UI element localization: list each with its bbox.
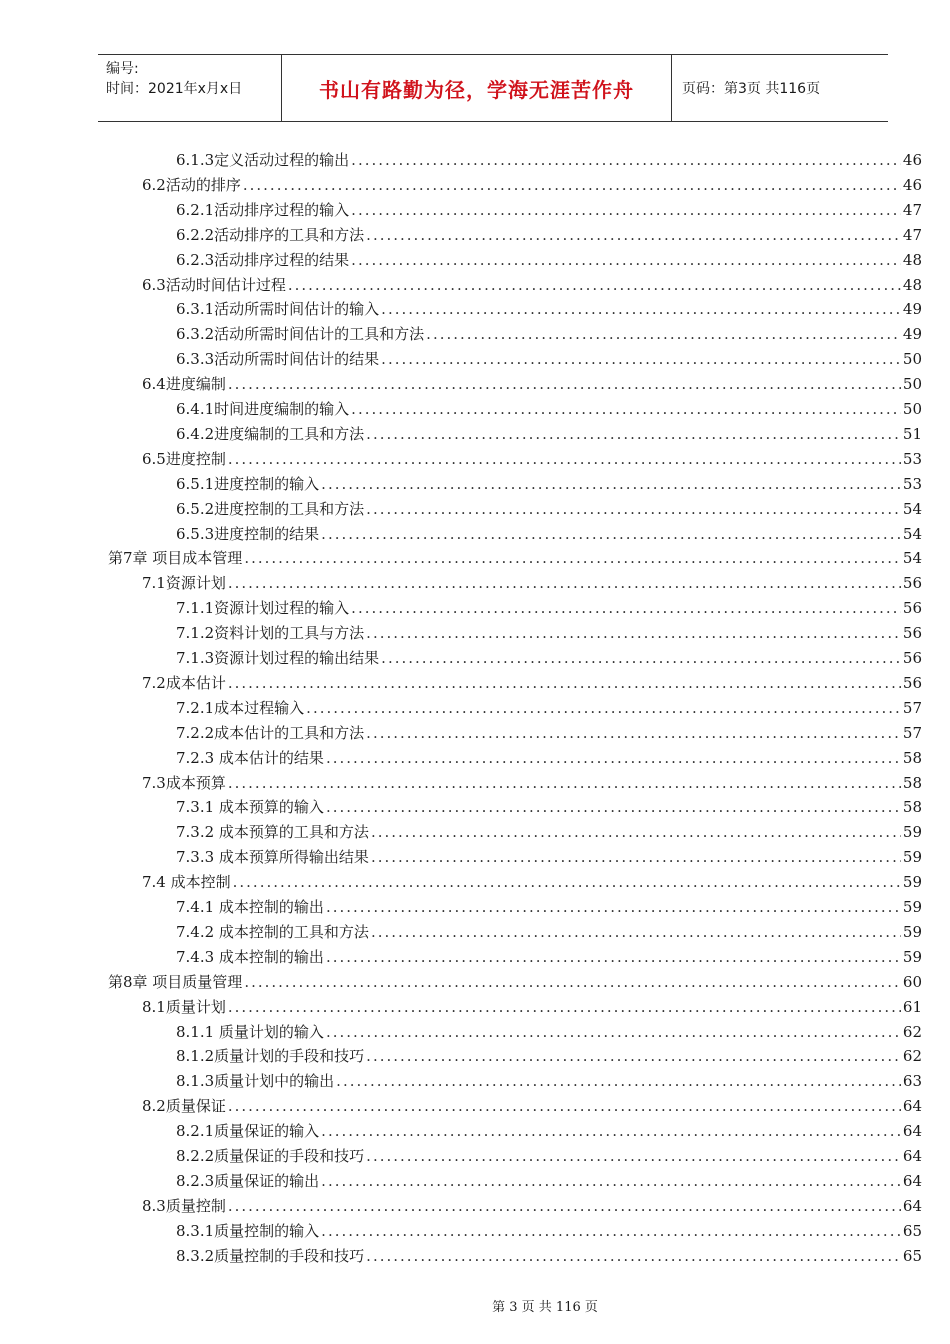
toc-leader-dots: [371, 920, 901, 945]
toc-leader-dots: [326, 746, 901, 771]
toc-entry-page: 56: [902, 574, 922, 593]
toc-entry-label: 第7章 项目成本管理: [108, 549, 243, 568]
toc-leader-dots: [228, 1094, 901, 1119]
toc-entry-page: 51: [902, 424, 922, 443]
toc-entry-label: 8.1质量计划: [142, 997, 226, 1016]
toc-entry-label: 6.2.2活动排序的工具和方法: [176, 225, 365, 244]
toc-leader-dots: [371, 845, 901, 870]
toc-entry-page: 64: [902, 1122, 922, 1141]
toc-entry-label: 6.5.3进度控制的结果: [176, 524, 320, 543]
toc-entry[interactable]: [176, 397, 922, 422]
toc-entry-label: 6.4.2进度编制的工具和方法: [176, 424, 365, 443]
header-page-info: 页码：第3页 共116页: [682, 81, 821, 97]
toc-entry-label: 7.1.1资源计划过程的输入: [176, 599, 350, 618]
toc-leader-dots: [233, 870, 901, 895]
toc-entry-page: 65: [902, 1221, 922, 1240]
toc-entry-page: 56: [902, 599, 922, 618]
toc-leader-dots: [371, 820, 901, 845]
toc-entry-label: 7.4 成本控制: [142, 873, 231, 892]
toc-entry-page: 64: [902, 1196, 922, 1215]
toc-entry-label: 8.3质量控制: [142, 1196, 226, 1215]
page-footer: 第 3 页 共 116 页: [492, 1300, 598, 1315]
toc-entry-page: 59: [902, 922, 922, 941]
toc-leader-dots: [228, 372, 901, 397]
toc-entry-page: 64: [902, 1147, 922, 1165]
toc-entry[interactable]: [176, 721, 922, 746]
toc-entry-page: 63: [902, 1072, 922, 1091]
toc-entry-label: 7.3.1 成本预算的输入: [176, 798, 324, 817]
toc-entry[interactable]: [176, 1169, 922, 1194]
toc-entry[interactable]: [142, 173, 922, 198]
toc-entry-label: 6.4进度编制: [142, 375, 226, 394]
toc-leader-dots: [243, 173, 901, 198]
toc-entry[interactable]: [142, 447, 922, 472]
toc-entry-label: 7.1.2资料计划的工具与方法: [176, 624, 365, 643]
toc-entry-page: 56: [902, 673, 922, 692]
toc-entry-page: 47: [902, 200, 922, 219]
toc-entry[interactable]: [176, 297, 922, 322]
toc-entry[interactable]: [142, 771, 922, 796]
toc-entry[interactable]: [176, 422, 922, 447]
toc-entry[interactable]: [176, 248, 922, 273]
toc-entry-label: 6.1.3定义活动过程的输出: [176, 151, 350, 169]
toc-entry-page: 50: [902, 350, 922, 369]
toc-entry[interactable]: [176, 746, 922, 771]
toc-leader-dots: [351, 596, 901, 621]
toc-leader-dots: [351, 198, 901, 223]
toc-entry-label: 8.2.2质量保证的手段和技巧: [176, 1147, 365, 1165]
toc-entry-page: 60: [902, 972, 922, 991]
toc-leader-dots: [228, 571, 901, 596]
toc-entry[interactable]: [176, 223, 922, 248]
toc-leader-dots: [321, 1219, 901, 1244]
toc-entry-page: 53: [902, 449, 922, 468]
toc-leader-dots: [366, 1244, 901, 1269]
toc-leader-dots: [228, 771, 901, 796]
toc-entry-page: 54: [902, 549, 922, 568]
toc-leader-dots: [366, 1144, 901, 1169]
toc-entry-label: 8.1.2质量计划的手段和技巧: [176, 1047, 365, 1066]
toc-entry[interactable]: [176, 646, 922, 671]
toc-entry-page: 54: [902, 499, 922, 518]
toc-entry-page: 46: [902, 175, 922, 194]
toc-entry-page: 58: [902, 773, 922, 792]
toc-entry-label: 7.4.2 成本控制的工具和方法: [176, 922, 369, 941]
toc-entry[interactable]: [176, 1044, 922, 1069]
toc-entry-label: 6.4.1时间进度编制的输入: [176, 400, 350, 418]
toc-entry-page: 46: [902, 151, 922, 169]
toc-leader-dots: [326, 1020, 901, 1045]
toc-leader-dots: [228, 671, 901, 696]
toc-leader-dots: [244, 970, 901, 995]
toc-entry-label: 第8章 项目质量管理: [108, 972, 243, 991]
toc-entry[interactable]: [142, 870, 922, 895]
toc-entry[interactable]: [176, 472, 922, 497]
toc-entry[interactable]: [142, 995, 922, 1020]
toc-entry-label: 7.2.3 成本估计的结果: [176, 748, 324, 767]
toc-entry[interactable]: [142, 372, 922, 397]
toc-entry-page: 59: [902, 823, 922, 842]
toc-leader-dots: [326, 795, 901, 820]
toc-entry-page: 65: [902, 1246, 922, 1265]
toc-entry-page: 59: [902, 898, 922, 916]
toc-entry-label: 7.2.2成本估计的工具和方法: [176, 723, 365, 742]
toc-entry-label: 8.1.1 质量计划的输入: [176, 1022, 324, 1041]
toc-entry-page: 47: [902, 225, 922, 244]
toc-entry-page: 59: [902, 848, 922, 867]
toc-entry-label: 6.3.2活动所需时间估计的工具和方法: [176, 325, 425, 344]
toc-leader-dots: [366, 721, 901, 746]
toc-leader-dots: [366, 422, 901, 447]
toc-entry[interactable]: [176, 148, 922, 173]
toc-entry[interactable]: [176, 1144, 922, 1169]
toc-entry-page: 50: [902, 375, 922, 394]
toc-entry-label: 6.3.1活动所需时间估计的输入: [176, 300, 380, 319]
toc-leader-dots: [321, 472, 901, 497]
toc-entry[interactable]: [176, 945, 922, 970]
toc-entry[interactable]: [142, 273, 922, 298]
toc-leader-dots: [426, 322, 901, 347]
toc-leader-dots: [366, 621, 901, 646]
document-number-label: 编号:: [106, 61, 139, 77]
toc-entry-page: 64: [902, 1097, 922, 1116]
toc-entry-label: 7.1.3资源计划过程的输出结果: [176, 649, 380, 667]
toc-entry[interactable]: [176, 621, 922, 646]
toc-entry-label: 6.5.2进度控制的工具和方法: [176, 499, 365, 518]
toc-leader-dots: [326, 945, 901, 970]
toc-leader-dots: [228, 995, 901, 1020]
toc-entry-page: 54: [902, 524, 922, 543]
toc-leader-dots: [351, 397, 901, 422]
toc-entry-label: 8.1.3质量计划中的输出: [176, 1072, 335, 1091]
toc-entry-label: 6.5.1进度控制的输入: [176, 474, 320, 493]
toc-entry-page: 57: [902, 723, 922, 742]
toc-entry[interactable]: [176, 920, 922, 945]
toc-leader-dots: [244, 546, 901, 571]
toc-entry-label: 7.4.3 成本控制的输出: [176, 947, 324, 966]
toc-entry[interactable]: [176, 795, 922, 820]
toc-entry-label: 7.3.2 成本预算的工具和方法: [176, 823, 369, 842]
toc-entry[interactable]: [176, 845, 922, 870]
toc-entry[interactable]: [176, 1119, 922, 1144]
toc-entry-page: 56: [902, 624, 922, 643]
header-meta: [98, 55, 282, 121]
toc-entry-page: 49: [902, 325, 922, 344]
toc-entry-page: 59: [902, 873, 922, 892]
toc-entry-label: 6.3.3活动所需时间估计的结果: [176, 350, 380, 369]
toc-entry-label: 6.2活动的排序: [142, 175, 241, 194]
toc-entry-label: 7.2.1成本过程输入: [176, 698, 305, 717]
toc-entry-label: 8.2质量保证: [142, 1097, 226, 1116]
toc-entry[interactable]: [142, 671, 922, 696]
toc-entry-page: 57: [902, 698, 922, 717]
toc-entry[interactable]: [176, 1020, 922, 1045]
toc-leader-dots: [321, 1169, 901, 1194]
toc-leader-dots: [321, 1119, 901, 1144]
toc-entry[interactable]: [142, 1194, 922, 1219]
toc-entry-label: 7.1资源计划: [142, 574, 226, 593]
toc-leader-dots: [366, 1044, 901, 1069]
toc-leader-dots: [228, 1194, 901, 1219]
toc-leader-dots: [366, 497, 901, 522]
toc-entry-page: 48: [902, 275, 922, 294]
toc-entry-label: 6.2.3活动排序过程的结果: [176, 250, 350, 269]
toc-leader-dots: [228, 447, 901, 472]
toc-entry-label: 6.3活动时间估计过程: [142, 275, 286, 294]
toc-entry-page: 58: [902, 748, 922, 767]
toc-entry-label: 8.3.2质量控制的手段和技巧: [176, 1246, 365, 1265]
toc-entry[interactable]: [176, 696, 922, 721]
toc-entry-label: 6.2.1活动排序过程的输入: [176, 200, 350, 219]
toc-entry[interactable]: [176, 198, 922, 223]
toc-entry[interactable]: [142, 1094, 922, 1119]
toc-entry-page: 64: [902, 1171, 922, 1190]
toc-entry[interactable]: [176, 895, 922, 920]
toc-entry[interactable]: [176, 1219, 922, 1244]
toc-entry[interactable]: [108, 546, 922, 571]
toc-entry-label: 8.2.3质量保证的输出: [176, 1171, 320, 1190]
toc-entry-page: 56: [902, 649, 922, 667]
toc-entry-label: 8.2.1质量保证的输入: [176, 1122, 320, 1141]
toc-entry-page: 62: [902, 1047, 922, 1066]
toc-leader-dots: [381, 646, 901, 671]
toc-entry-label: 6.5进度控制: [142, 449, 226, 468]
toc-entry-page: 58: [902, 798, 922, 817]
toc-leader-dots: [351, 148, 901, 173]
toc-entry-page: 49: [902, 300, 922, 319]
toc-entry[interactable]: [108, 970, 922, 995]
toc-leader-dots: [321, 522, 901, 547]
toc-entry-label: 7.4.1 成本控制的输出: [176, 898, 324, 916]
toc-leader-dots: [381, 347, 901, 372]
toc-entry-label: 8.3.1质量控制的输入: [176, 1221, 320, 1240]
toc-entry[interactable]: [176, 497, 922, 522]
toc-entry-label: 7.3.3 成本预算所得输出结果: [176, 848, 369, 867]
toc-entry[interactable]: [142, 571, 922, 596]
toc-entry-page: 61: [902, 997, 922, 1016]
toc-entry-page: 59: [902, 947, 922, 966]
toc-entry-page: 50: [902, 400, 922, 418]
toc-entry[interactable]: [176, 322, 922, 347]
document-time: 时间：2021年x月x日: [106, 81, 243, 97]
toc-leader-dots: [306, 696, 901, 721]
toc-leader-dots: [351, 248, 901, 273]
toc-entry-page: 62: [902, 1022, 922, 1041]
toc-entry[interactable]: [176, 1244, 922, 1269]
toc-entry-label: 7.3成本预算: [142, 773, 226, 792]
toc-entry[interactable]: [176, 596, 922, 621]
toc-entry[interactable]: [176, 1069, 922, 1094]
toc-entry-page: 53: [902, 474, 922, 493]
toc-entry[interactable]: [176, 820, 922, 845]
toc-entry-page: 48: [902, 250, 922, 269]
page-header: [98, 54, 888, 122]
toc-entry[interactable]: [176, 347, 922, 372]
toc-leader-dots: [381, 297, 901, 322]
toc-leader-dots: [326, 895, 901, 920]
toc-leader-dots: [288, 273, 901, 298]
header-motto: 书山有路勤为径，学海无涯苦作舟: [282, 55, 672, 121]
toc-entry-label: 7.2成本估计: [142, 673, 226, 692]
toc-leader-dots: [336, 1069, 901, 1094]
toc-leader-dots: [366, 223, 901, 248]
toc-entry[interactable]: [176, 522, 922, 547]
